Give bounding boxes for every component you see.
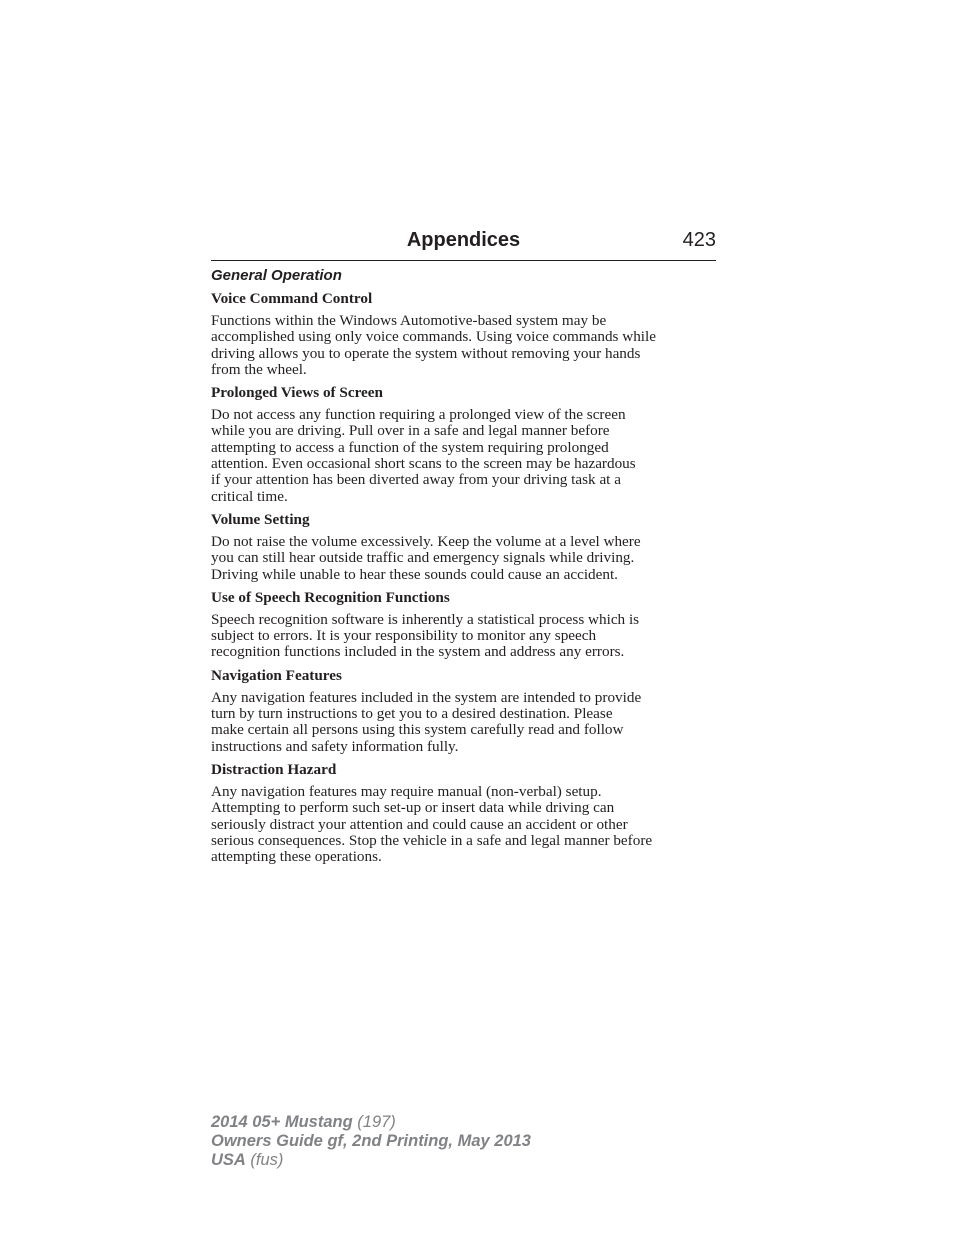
footer-line-1 [211, 1113, 531, 1132]
footer-model: 2014 05+ Mustang [211, 1113, 353, 1131]
paragraph-volume-setting: Do not raise the volume excessively. Keep the volume at a level where you can still hear outside traffic and emergency signals while driving. Driving while unable to hear these sounds could cause an accident. [211, 532, 641, 583]
page-content [211, 267, 721, 871]
paragraph-distraction-hazard: Any navigation features may require manual (non-verbal) setup. Attempting to perform such set-up or insert data while driving can seriously distract your attention and could cause an accident or other serious consequences. Stop the vehicle in a safe and legal manner before attempting these operations. [211, 782, 653, 866]
subheading-voice-command: Voice Command Control [211, 290, 373, 307]
paragraph-navigation-features: Any navigation features included in the system are intended to provide turn by turn instructions to get you to a desired destination. Please make certain all persons using this system carefully read and follow instructions and safety information fully. [211, 688, 642, 755]
paragraph-speech-recognition: Speech recognition software is inherently a statistical process which is subject to errors. It is your responsibility to monitor any speech recognition functions included in the system and address any errors. [211, 610, 640, 661]
footer-line-3 [211, 1151, 531, 1170]
footer-market-code: (fus) [245, 1151, 284, 1169]
section-title: General Operation [211, 267, 342, 284]
footer-model-code: (197) [352, 1113, 396, 1131]
paragraph-voice-command: Functions within the Windows Automotive-based system may be accomplished using only voice commands. Using voice commands while driving allows you to operate the system without removing your hands from the wheel. [211, 312, 656, 378]
header-title: Appendices [406, 229, 521, 251]
paragraph-prolonged-views: Do not access any function requiring a prolonged view of the screen while you are driving. Pull over in a safe and legal manner before attempting to access a function of the system requiring prolonged attention. Even occasional short scans to the screen may be hazardous if your attention has been diverted away from your driving task at a critical time. [211, 406, 636, 505]
subheading-navigation-features: Navigation Features [211, 666, 342, 684]
page-header [211, 228, 716, 261]
subheading-prolonged-views: Prolonged Views of Screen [211, 384, 383, 402]
page-footer [211, 1113, 531, 1170]
footer-printing: Owners Guide gf, 2nd Printing, May 2013 [211, 1132, 531, 1150]
subheading-volume-setting: Volume Setting [211, 510, 310, 528]
subheading-distraction-hazard: Distraction Hazard [211, 760, 337, 778]
footer-market: USA [211, 1151, 246, 1169]
subheading-speech-recognition: Use of Speech Recognition Functions [211, 588, 450, 606]
page-number: 423 [682, 229, 716, 251]
